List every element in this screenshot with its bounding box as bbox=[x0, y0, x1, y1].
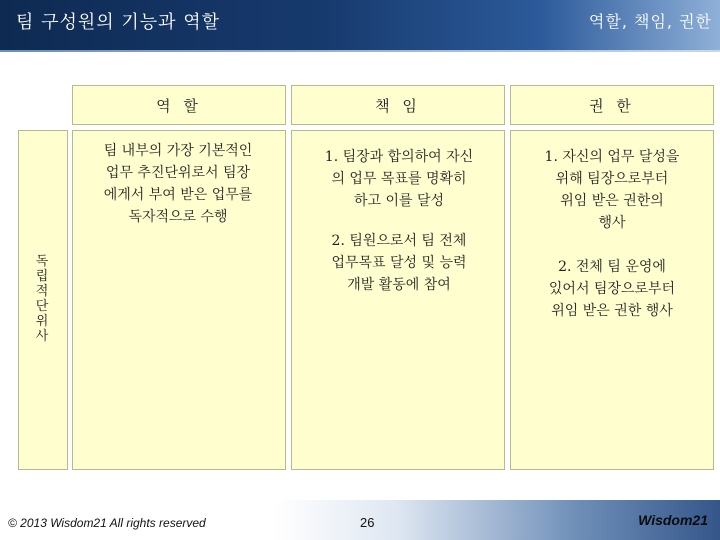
header-divider bbox=[0, 50, 720, 52]
column-header-authority: 권 한 bbox=[510, 85, 714, 125]
role-description: 팀 내부의 가장 기본적인 업무 추진단위로서 팀장 에게서 부여 받은 업무를 독자적으로 수행 bbox=[103, 143, 253, 225]
responsibility-item-1: 1. 팀장과 합의하여 자신 의 업무 목표를 명확히 하고 이를 달성 bbox=[324, 149, 474, 209]
footer-copyright: © 2013 Wisdom21 All rights reserved bbox=[8, 516, 206, 530]
page-number: 26 bbox=[360, 515, 375, 530]
responsibility-item-2: 2. 팀원으로서 팀 전체 업무목표 달성 및 능력 개발 활동에 참여 bbox=[331, 233, 467, 293]
column-header-role: 역 할 bbox=[72, 85, 286, 125]
side-label-wrapper bbox=[18, 130, 66, 468]
authority-item-1: 1. 자신의 업무 달성을 위해 팀장으로부터 위임 받은 권한의 행사 bbox=[544, 149, 680, 231]
side-label-text: 독립적단위사 bbox=[35, 254, 49, 344]
column-header-responsibility: 책 임 bbox=[291, 85, 505, 125]
footer-brand-logo: Wisdom21 bbox=[638, 512, 708, 528]
slide-title: 팀 구성원의 기능과 역할 bbox=[16, 12, 221, 33]
authority-item-2: 2. 전체 팀 운영에 있어서 팀장으로부터 위임 받은 권한 행사 bbox=[548, 259, 676, 319]
slide-subtitle: 역할, 책임, 권한 bbox=[588, 12, 712, 31]
